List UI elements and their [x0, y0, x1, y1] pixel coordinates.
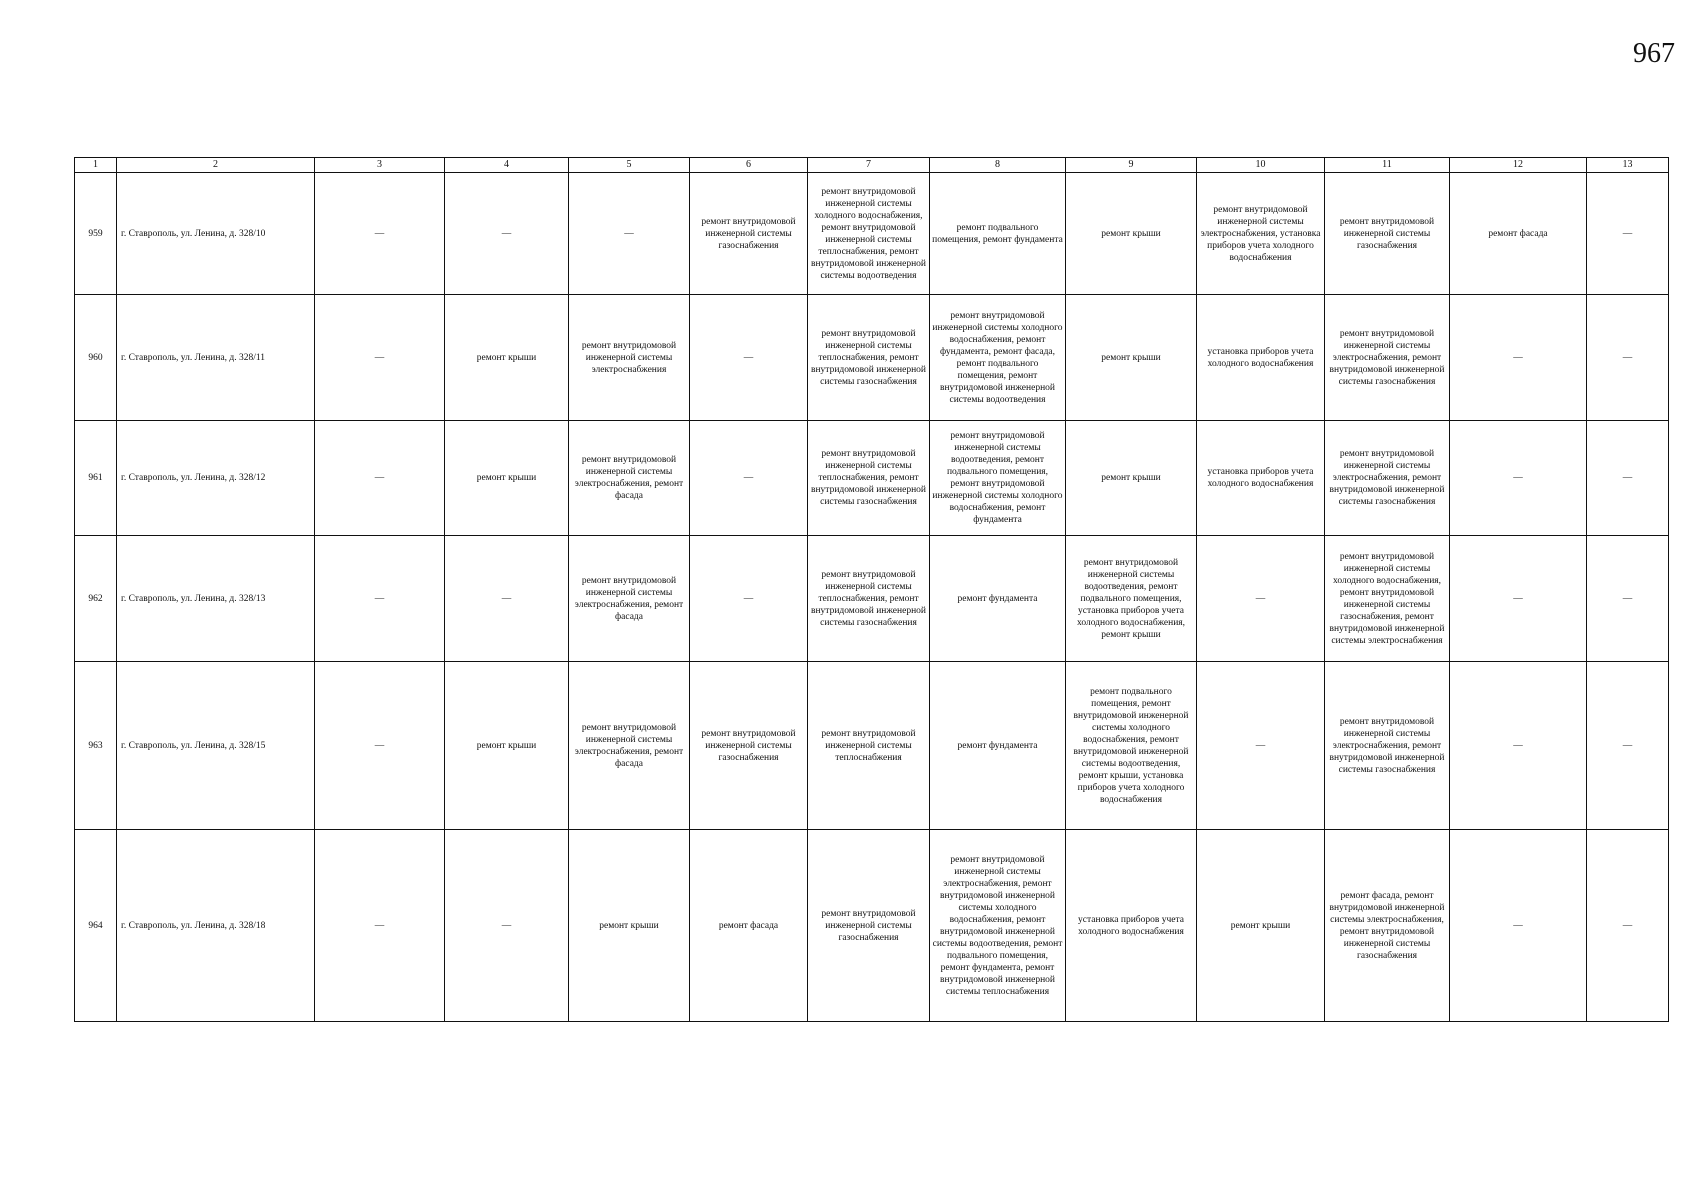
col-header: 7: [808, 158, 930, 173]
work-cell: [808, 421, 930, 536]
col-header: 8: [930, 158, 1066, 173]
cell-text: 963: [88, 740, 103, 751]
work-cell: [930, 421, 1066, 536]
cell-text: —: [624, 228, 634, 239]
cell-text: 960: [88, 352, 103, 363]
work-cell: [930, 536, 1066, 662]
cell-text: ремонт крыши: [476, 352, 537, 363]
address-cell: [117, 173, 315, 295]
col-header: 12: [1450, 158, 1587, 173]
work-cell: [1325, 173, 1450, 295]
work-cell: [315, 536, 445, 662]
work-cell: [1325, 421, 1450, 536]
work-cell: [1197, 662, 1325, 830]
cell-text: —: [374, 740, 385, 751]
work-cell: [315, 295, 445, 421]
work-cell: [1587, 295, 1669, 421]
cell-text: ремонт внутридомовой инженерной системы холодного водоснабжения, ремонт внутридомовой инженерной системы газоснабжения, ремонт внутридомовой инженерной системы электроснабжения: [1329, 551, 1445, 646]
cell-text: ремонт внутридомовой инженерной системы теплоснабжения, ремонт внутридомовой инженерной системы газоснабжения: [810, 569, 926, 628]
col-header: 3: [315, 158, 445, 173]
work-cell: [1450, 536, 1587, 662]
address-cell: [117, 662, 315, 830]
cell-text: ремонт внутридомовой инженерной системы электроснабжения, ремонт внутридомовой инженерной системы газоснабжения: [1329, 716, 1445, 775]
cell-text: 964: [88, 920, 103, 931]
cell-text: ремонт крыши: [476, 740, 537, 751]
cell-text: ремонт внутридомовой инженерной системы водоотведения, ремонт подвального помещения, ремонт внутридомовой инженерной системы холодного водоснабжения, ремонт фундамента: [932, 431, 1063, 525]
work-cell: [808, 173, 930, 295]
table-row: [75, 295, 1669, 421]
row-number-cell: [75, 421, 117, 536]
cell-text: г. Ставрополь, ул. Ленина, д. 328/15: [121, 740, 266, 751]
work-cell: [808, 536, 930, 662]
cell-text: г. Ставрополь, ул. Ленина, д. 328/13: [121, 593, 266, 604]
cell-text: ремонт крыши: [1101, 228, 1161, 239]
work-cell: [1325, 295, 1450, 421]
work-cell: [690, 662, 808, 830]
work-cell: [445, 536, 569, 662]
cell-text: —: [1622, 920, 1633, 931]
cell-text: ремонт фундамента: [957, 740, 1038, 751]
work-cell: [315, 662, 445, 830]
cell-text: —: [1622, 593, 1633, 604]
work-cell: [445, 421, 569, 536]
work-cell: [930, 173, 1066, 295]
cell-text: ремонт внутридомовой инженерной системы электроснабжения, ремонт фасада: [574, 575, 684, 622]
cell-text: —: [374, 920, 385, 931]
cell-text: ремонт фундамента: [957, 593, 1038, 604]
work-cell: [445, 295, 569, 421]
work-cell: [1066, 662, 1197, 830]
work-cell: [1197, 295, 1325, 421]
cell-text: ремонт внутридомовой инженерной системы электроснабжения, ремонт внутридомовой инженерной системы холодного водоснабжения, ремонт внутридомовой инженерной системы водоотведения, ремонт подвального помещения, ремонт фундамента, ремонт внутридомовой инженерной системы теплоснабжения: [932, 854, 1063, 997]
table-row: [75, 662, 1669, 830]
cell-text: —: [501, 593, 512, 604]
cell-text: 962: [88, 593, 103, 604]
cell-text: —: [743, 473, 754, 483]
work-cell: [1587, 536, 1669, 662]
work-cell: [1587, 421, 1669, 536]
cell-text: установка приборов учета холодного водоснабжения: [1207, 346, 1314, 369]
address-cell: [117, 421, 315, 536]
cell-text: 959: [88, 228, 103, 239]
cell-text: установка приборов учета холодного водоснабжения: [1078, 914, 1184, 937]
cell-text: ремонт внутридомовой инженерной системы теплоснабжения: [821, 728, 916, 763]
cell-text: ремонт внутридомовой инженерной системы электроснабжения, установка приборов учета холодного водоснабжения: [1200, 204, 1321, 263]
work-cell: [690, 830, 808, 1022]
work-cell: [569, 536, 690, 662]
cell-text: ремонт внутридомовой инженерной системы газоснабжения: [821, 908, 916, 943]
cell-text: ремонт внутридомовой инженерной системы электроснабжения: [581, 340, 677, 375]
work-cell: [1587, 662, 1669, 830]
col-header: 2: [117, 158, 315, 173]
cell-text: ремонт подвального помещения, ремонт внутридомовой инженерной системы холодного водоснабжения, ремонт внутридомовой инженерной системы водоотведения, ремонт крыши, установка приборов учета холодного водоснабжения: [1073, 686, 1189, 805]
work-cell: [315, 830, 445, 1022]
cell-text: ремонт внутридомовой инженерной системы теплоснабжения, ремонт внутридомовой инженерной системы газоснабжения: [810, 328, 926, 387]
col-header: 4: [445, 158, 569, 173]
cell-text: —: [1513, 352, 1523, 363]
cell-text: —: [1513, 473, 1523, 483]
cell-text: —: [1513, 593, 1523, 604]
cell-text: г. Ставрополь, ул. Ленина, д. 328/12: [121, 473, 266, 483]
work-cell: [930, 830, 1066, 1022]
cell-text: —: [374, 228, 385, 239]
cell-text: —: [1622, 740, 1633, 751]
cell-text: ремонт внутридомовой инженерной системы холодного водоснабжения, ремонт фундамента, ремонт фасада, ремонт подвального помещения, ремонт внутридомовой инженерной системы водоотведения: [932, 310, 1063, 405]
cell-text: г. Ставрополь, ул. Ленина, д. 328/11: [121, 352, 266, 363]
cell-text: —: [1513, 920, 1523, 931]
cell-text: —: [374, 473, 385, 483]
cell-text: ремонт внутридомовой инженерной системы газоснабжения: [1339, 216, 1435, 251]
work-cell: [690, 295, 808, 421]
cell-text: ремонт внутридомовой инженерной системы водоотведения, ремонт подвального помещения, установка приборов учета холодного водоснабжения, ремонт крыши: [1076, 557, 1186, 640]
work-cell: [569, 295, 690, 421]
work-cell: [1325, 662, 1450, 830]
cell-text: —: [374, 593, 385, 604]
work-cell: [1325, 536, 1450, 662]
work-cell: [569, 421, 690, 536]
cell-text: ремонт внутридомовой инженерной системы электроснабжения, ремонт внутридомовой инженерной системы газоснабжения: [1329, 328, 1445, 387]
cell-text: —: [1513, 740, 1523, 751]
cell-text: ремонт крыши: [1230, 920, 1291, 931]
column-number-row: [75, 158, 1669, 173]
cell-text: —: [1255, 593, 1266, 604]
work-cell: [1587, 830, 1669, 1022]
work-cell: [1450, 173, 1587, 295]
table-row: [75, 421, 1669, 536]
cell-text: г. Ставрополь, ул. Ленина, д. 328/10: [121, 228, 266, 239]
work-cell: [445, 173, 569, 295]
table-row: [75, 830, 1669, 1022]
work-cell: [1066, 295, 1197, 421]
work-cell: [1197, 830, 1325, 1022]
row-number-cell: [75, 536, 117, 662]
address-cell: [117, 295, 315, 421]
table-row: [75, 173, 1669, 295]
cell-text: —: [501, 920, 512, 931]
cell-text: ремонт внутридомовой инженерной системы электроснабжения, ремонт внутридомовой инженерной системы газоснабжения: [1329, 449, 1445, 507]
row-number-cell: [75, 830, 117, 1022]
cell-text: —: [374, 352, 385, 363]
work-cell: [930, 662, 1066, 830]
work-cell: [445, 662, 569, 830]
work-cell: [445, 830, 569, 1022]
cell-text: —: [743, 593, 754, 604]
repair-schedule-table: [74, 157, 1669, 1022]
cell-text: ремонт внутридомовой инженерной системы газоснабжения: [701, 728, 796, 763]
work-cell: [690, 536, 808, 662]
page-number: 967: [1633, 38, 1675, 69]
work-cell: [1197, 536, 1325, 662]
work-cell: [569, 662, 690, 830]
cell-text: ремонт фасада: [1488, 228, 1548, 239]
cell-text: —: [743, 352, 754, 363]
address-cell: [117, 536, 315, 662]
work-cell: [1450, 295, 1587, 421]
work-cell: [1450, 830, 1587, 1022]
work-cell: [1066, 536, 1197, 662]
address-cell: [117, 830, 315, 1022]
cell-text: ремонт фасада, ремонт внутридомовой инженерной системы электроснабжения, ремонт внутридомовой инженерной системы газоснабжения: [1329, 890, 1445, 961]
work-cell: [808, 662, 930, 830]
cell-text: ремонт подвального помещения, ремонт фундамента: [932, 222, 1063, 245]
cell-text: ремонт внутридомовой инженерной системы газоснабжения: [701, 216, 796, 251]
col-header: 11: [1325, 158, 1450, 173]
col-header: 9: [1066, 158, 1197, 173]
cell-text: ремонт крыши: [1101, 352, 1161, 363]
cell-text: —: [1622, 228, 1633, 239]
row-number-cell: [75, 662, 117, 830]
work-cell: [1066, 830, 1197, 1022]
col-header: 5: [569, 158, 690, 173]
col-header: 10: [1197, 158, 1325, 173]
cell-text: —: [1255, 740, 1266, 751]
work-cell: [569, 830, 690, 1022]
cell-text: ремонт внутридомовой инженерной системы электроснабжения, ремонт фасада: [574, 455, 684, 501]
work-cell: [690, 173, 808, 295]
col-header: 1: [75, 158, 117, 173]
cell-text: г. Ставрополь, ул. Ленина, д. 328/18: [121, 920, 266, 931]
cell-text: —: [1622, 473, 1633, 483]
table-body: [75, 173, 1669, 1022]
work-cell: [1450, 662, 1587, 830]
cell-text: ремонт внутридомовой инженерной системы электроснабжения, ремонт фасада: [574, 722, 684, 769]
col-header: 13: [1587, 158, 1669, 173]
work-cell: [569, 173, 690, 295]
table-row: [75, 536, 1669, 662]
work-cell: [315, 173, 445, 295]
work-cell: [1587, 173, 1669, 295]
cell-text: ремонт крыши: [476, 473, 537, 483]
cell-text: ремонт крыши: [1101, 473, 1161, 483]
cell-text: —: [1622, 352, 1633, 363]
work-cell: [1450, 421, 1587, 536]
work-cell: [1066, 173, 1197, 295]
work-cell: [1197, 173, 1325, 295]
cell-text: ремонт внутридомовой инженерной системы теплоснабжения, ремонт внутридомовой инженерной системы газоснабжения: [810, 449, 926, 507]
row-number-cell: [75, 295, 117, 421]
cell-text: ремонт фасада: [718, 920, 779, 931]
work-cell: [808, 295, 930, 421]
cell-text: ремонт внутридомовой инженерной системы холодного водоснабжения, ремонт внутридомовой инженерной системы теплоснабжения, ремонт внутридомовой инженерной системы водоотведения: [810, 186, 926, 281]
work-cell: [1197, 421, 1325, 536]
cell-text: —: [501, 228, 512, 239]
work-cell: [930, 295, 1066, 421]
work-cell: [315, 421, 445, 536]
cell-text: установка приборов учета холодного водоснабжения: [1207, 467, 1314, 489]
col-header: 6: [690, 158, 808, 173]
work-cell: [808, 830, 930, 1022]
work-cell: [1325, 830, 1450, 1022]
row-number-cell: [75, 173, 117, 295]
work-cell: [690, 421, 808, 536]
cell-text: ремонт крыши: [599, 920, 659, 931]
cell-text: 961: [88, 473, 103, 483]
work-cell: [1066, 421, 1197, 536]
